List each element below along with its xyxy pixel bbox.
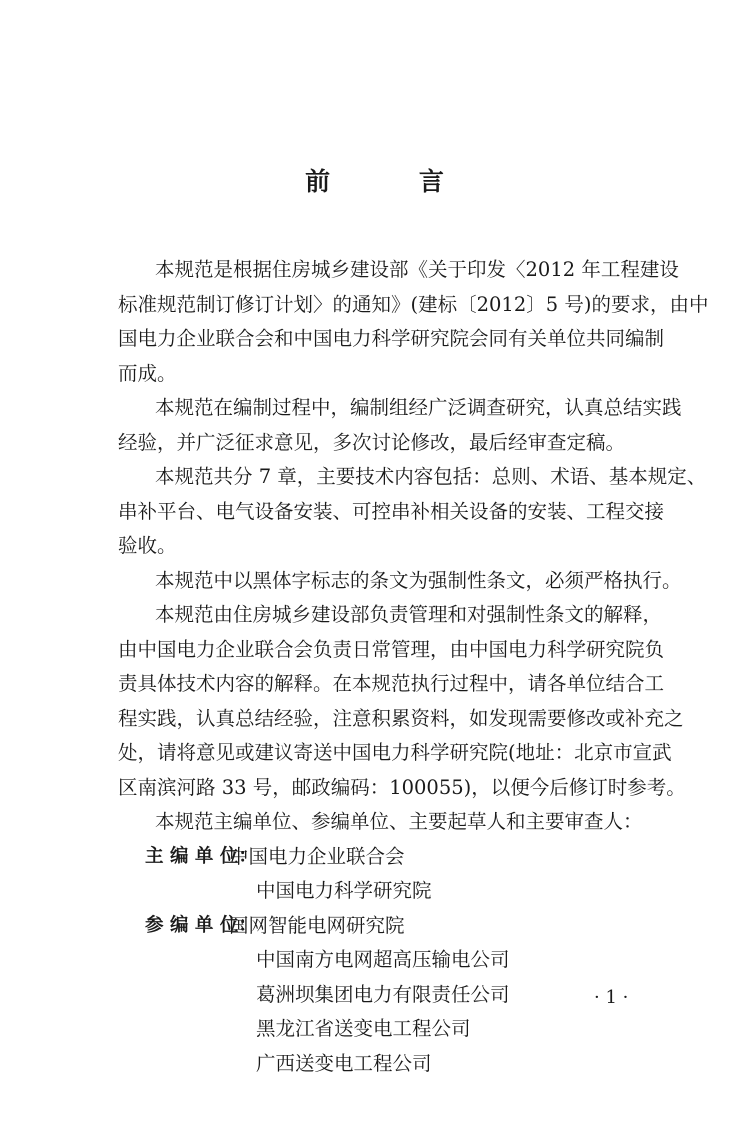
text-line: 本规范主编单位、参编单位、主要起草人和主要审查人： xyxy=(155,810,643,833)
text-line: 本规范在编制过程中，编制组经广泛调查研究，认真总结实践 xyxy=(155,396,682,419)
text-line: 标准规范制订修订计划〉的通知》(建标〔2012〕5 号)的要求，由中 xyxy=(118,292,709,316)
unit-name: 中国电力企业联合会 xyxy=(229,844,405,868)
text-line: 本规范是根据住房城乡建设部《关于印发〈2012 年工程建设 xyxy=(155,258,679,281)
paragraph-6 xyxy=(118,805,643,840)
unit-name: 中国电力科学研究院 xyxy=(256,879,432,902)
text-line: 而成。 xyxy=(118,361,177,385)
chief-units-label: 主 编 单 位： xyxy=(145,845,257,867)
text-line: 本规范共分 7 章，主要技术内容包括：总则、术语、基本规定、 xyxy=(155,465,707,488)
paragraph-4 xyxy=(118,564,682,599)
unit-name: 中国南方电网超高压输电公司 xyxy=(256,948,510,971)
text-line: 处，请将意见或建议寄送中国电力科学研究院(地址：北京市宣武 xyxy=(118,741,672,764)
text-line: 由中国电力企业联合会负责日常管理，由中国电力科学研究院负 xyxy=(118,637,665,661)
paragraph-1 xyxy=(118,253,709,391)
page-number: · 1 · xyxy=(594,987,629,1008)
text-line: 串补平台、电气设备安装、可控串补相关设备的安装、工程交接 xyxy=(118,499,665,523)
text-line: 验收。 xyxy=(118,534,177,557)
paragraph-2 xyxy=(118,391,682,460)
unit-name: 黑龙江省送变电工程公司 xyxy=(256,1017,471,1040)
unit-name: 国网智能电网研究院 xyxy=(229,913,405,937)
text-line: 区南滨河路 33 号，邮政编码：100055)，以便今后修订时参考。 xyxy=(118,775,686,799)
unit-name: 广西送变电工程公司 xyxy=(256,1051,432,1075)
text-line: 国电力企业联合会和中国电力科学研究院会同有关单位共同编制 xyxy=(118,327,665,350)
unit-name: 葛洲坝集团电力有限责任公司 xyxy=(256,982,510,1006)
text-line: 本规范中以黑体字标志的条文为强制性条文，必须严格执行。 xyxy=(155,568,682,592)
chief-units xyxy=(118,840,632,909)
text-line: 程实践，认真总结经验，注意积累资料，如发现需要修改或补充之 xyxy=(118,706,684,730)
preface-body xyxy=(118,253,709,1081)
text-line: 本规范由住房城乡建设部负责管理和对强制性条文的解释， xyxy=(155,603,663,626)
paragraph-5 xyxy=(118,598,686,805)
participating-units xyxy=(118,909,632,1082)
text-line: 责具体技术内容的解释。在本规范执行过程中，请各单位结合工 xyxy=(118,672,665,695)
text-line: 经验，并广泛征求意见，多次讨论修改，最后经审查定稿。 xyxy=(118,430,626,454)
page-title: 前 言 xyxy=(305,167,484,196)
paragraph-3 xyxy=(118,460,707,564)
participating-units-label: 参 编 单 位： xyxy=(145,914,257,936)
